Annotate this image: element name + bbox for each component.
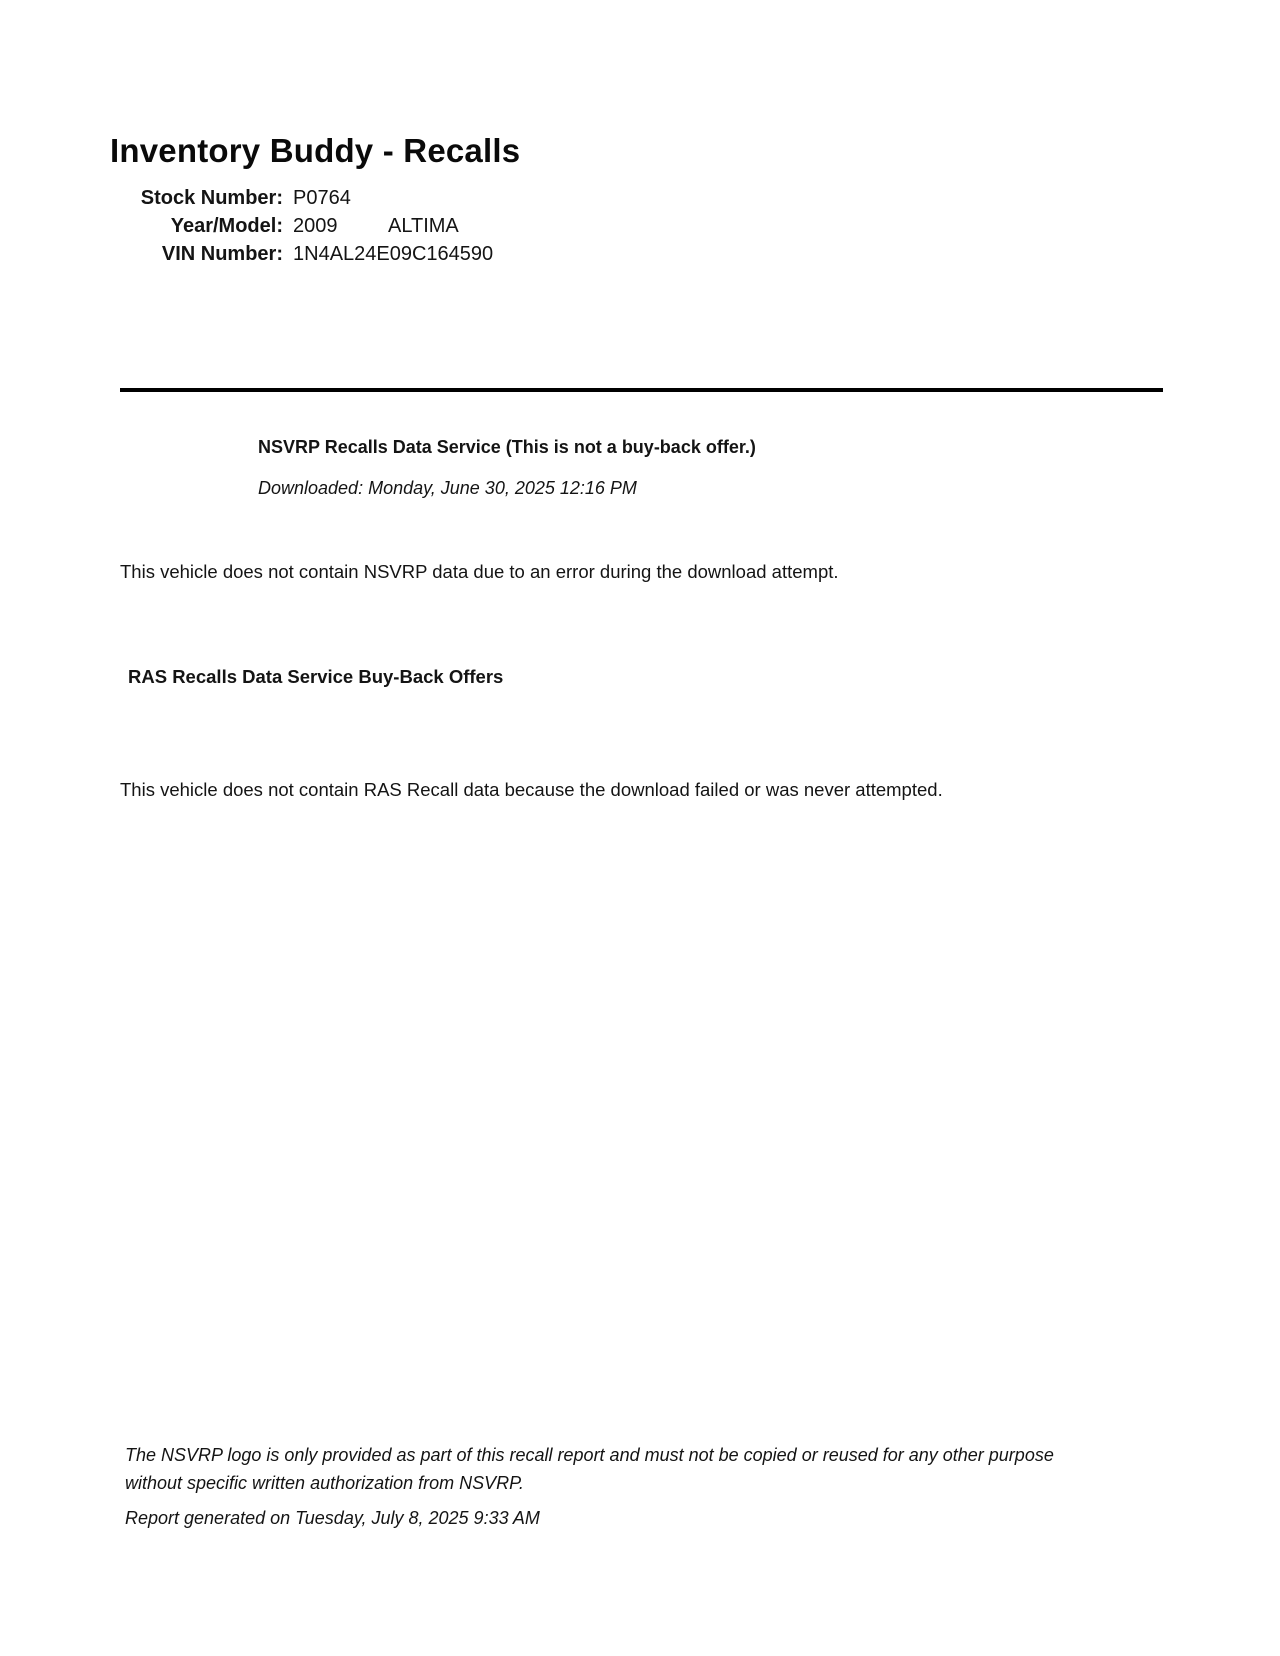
- horizontal-divider: [120, 388, 1163, 392]
- model-value: ALTIMA: [388, 215, 459, 237]
- report-title: Inventory Buddy - Recalls: [110, 132, 521, 169]
- nsvrp-section-heading: NSVRP Recalls Data Service (This is not a buy-back offer.): [258, 437, 756, 457]
- nsvrp-downloaded-timestamp: Downloaded: Monday, June 30, 2025 12:16 PM: [258, 478, 637, 498]
- stock-number-row: [110, 184, 493, 212]
- year-model-label: Year/Model:: [170, 215, 283, 237]
- stock-number-label: Stock Number:: [140, 187, 283, 209]
- year-value: 2009: [293, 215, 338, 237]
- nsvrp-logo-disclaimer: The NSVRP logo is only provided as part of this recall report and must not be copied or reused for any other purpose without specific written authorization from NSVRP.: [125, 1445, 1054, 1493]
- vehicle-info-block: [110, 184, 493, 268]
- report-generated-timestamp: Report generated on Tuesday, July 8, 2025 9:33 AM: [125, 1508, 540, 1528]
- vin-number-value: 1N4AL24E09C164590: [293, 243, 494, 265]
- vin-number-row: [110, 240, 493, 268]
- vin-number-label: VIN Number:: [161, 243, 283, 265]
- ras-section-heading: RAS Recalls Data Service Buy-Back Offers: [128, 666, 504, 687]
- stock-number-value: P0764: [293, 187, 351, 209]
- ras-status-message: This vehicle does not contain RAS Recall data because the download failed or was never attempted.: [120, 779, 943, 800]
- nsvrp-status-message: This vehicle does not contain NSVRP data due to an error during the download attempt.: [120, 561, 839, 582]
- year-model-row: [110, 212, 493, 240]
